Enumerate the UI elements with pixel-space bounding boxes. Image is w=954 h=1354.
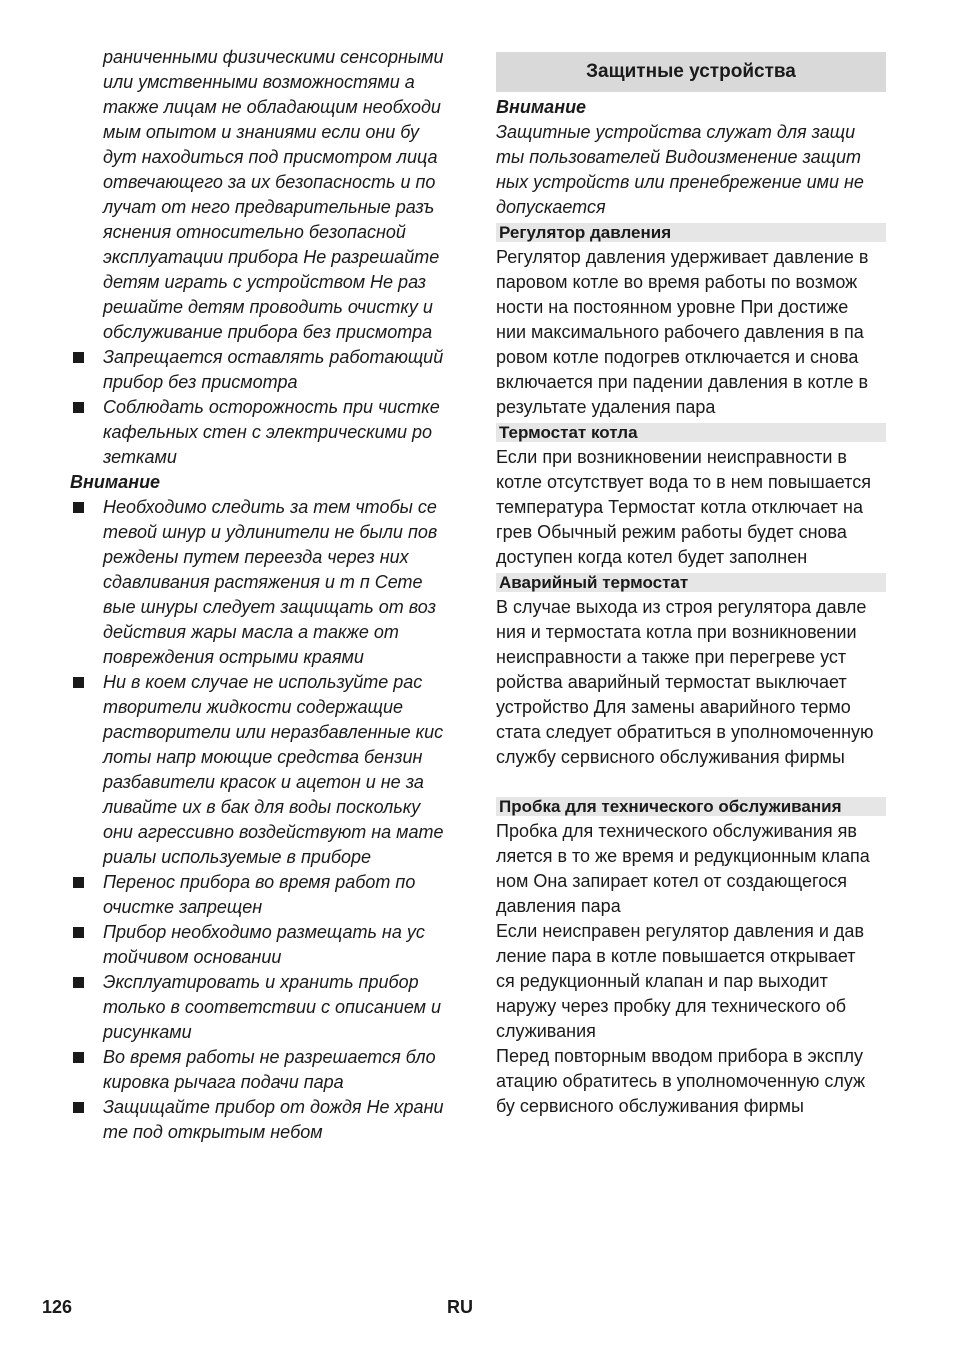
list-item-line: Ни в коем случае не используйте рас [103,672,423,692]
attention-text [496,120,886,220]
right-column [496,45,886,1119]
list-item-line: творители жидкости содержащие [103,697,403,717]
list-item-line: тойчивом основании [103,947,282,967]
list-item-line: реждены путем переезда через них [103,547,409,567]
bullet-list-a [70,345,462,470]
text-line: также лицам не обладающим необходи [103,97,441,117]
list-item-line: повреждения острыми краями [103,647,364,667]
boiler-thermostat-text [496,445,886,570]
text-line: котле отсутствует вода то в нем повышается [496,472,871,492]
text-line: детям играть с устройством Не раз [103,272,427,292]
text-line: стата следует обратиться в уполномоченную [496,722,874,742]
text-line: отвечающего за их безопасность и по [103,172,436,192]
text-line: Если неисправен регулятор давления и дав [496,921,865,941]
text-line: В случае выхода из строя регулятора давле [496,597,867,617]
text-line: температура Термостат котла отключает на [496,497,863,517]
text-line: ных устройств или пренебрежение ими не [496,172,864,192]
attention-label-left: Внимание [70,472,161,492]
list-item-line: тевой шнур и удлинители не были пов [103,522,438,542]
text-line: неисправности а также при перегреве уст [496,647,847,667]
text-line: Перед повторным вводом прибора в эксплу [496,1046,863,1066]
list-item-line: Перенос прибора во время работ по [103,872,416,892]
list-item-line: Защищайте прибор от дождя Не храни [103,1097,444,1117]
list-item-line: только в соответствии с описанием и [103,997,441,1017]
text-line: наружу через пробку для технического об [496,996,847,1016]
list-item-line: вые шнуры следует защищать от воз [103,597,436,617]
list-item-line: рисунками [103,1022,192,1042]
text-line: ровом котле подогрев отключается и снова [496,347,859,367]
list-item-line: Прибор необходимо размещать на ус [103,922,425,942]
list-item-line: Необходимо следить за тем чтобы се [103,497,437,517]
emergency-thermostat-heading: Аварийный термостат [496,573,886,592]
text-line: давления пара [496,896,621,916]
bullet-list-b [70,495,462,1145]
text-line: службу сервисного обслуживания фирмы [496,747,845,767]
list-item-line: зетками [103,447,177,467]
list-item-line: прибор без присмотра [103,372,298,392]
text-line: результате удаления пара [496,397,716,417]
text-line: атацию обратитесь в уполномоченную служ [496,1071,866,1091]
text-line: эксплуатации прибора Не разрешайте [103,247,440,267]
pressure-regulator-text [496,245,886,420]
list-item-line: кировка рычага подачи пара [103,1072,344,1092]
list-item-line: ливайте их в бак для воды поскольку [103,797,421,817]
maintenance-plug-text [496,819,886,1119]
text-line: допускается [496,197,606,217]
text-line: решайте детям проводить очистку и [103,297,433,317]
text-line: Пробка для технического обслуживания яв [496,821,857,841]
list-item [70,1045,462,1095]
text-line: ном Она запирает котел от создающегося [496,871,847,891]
intro-paragraph [70,45,462,345]
maintenance-plug-heading: Пробка для технического обслуживания [496,797,886,816]
left-column [70,45,462,1145]
text-line: ройства аварийный термостат выключает [496,672,847,692]
section-title: Защитные устройства [496,52,886,92]
list-item-line: очистке запрещен [103,897,263,917]
list-item-line: разбавители красок и ацетон и не за [103,772,424,792]
list-item-line: те под открытым небом [103,1122,323,1142]
text-line: или умственными возможностями а [103,72,415,92]
text-line: ты пользователей Видоизменение защит [496,147,861,167]
attention-label-right: Внимание [496,97,587,117]
text-line: Если при возникновении неисправности в [496,447,847,467]
list-item-line: сдавливания растяжения и т п Сете [103,572,423,592]
text-line: устройство Для замены аварийного термо [496,697,851,717]
text-line: дут находиться под присмотром лица [103,147,438,167]
list-item [70,395,462,470]
text-line: ляется в то же время и редукционным клапа [496,846,870,866]
list-item-line: растворители или неразбавленные кис [103,722,444,742]
list-item [70,670,462,870]
text-line: грев Обычный режим работы будет снова [496,522,847,542]
text-line: мым опытом и знаниями если они бу [103,122,420,142]
list-item [70,970,462,1045]
list-item-line: Соблюдать осторожность при чистке [103,397,440,417]
list-item [70,1095,462,1145]
text-line: ния и термостата котла при возникновении [496,622,857,642]
pressure-regulator-heading: Регулятор давления [496,223,886,242]
list-item [70,495,462,670]
boiler-thermostat-heading: Термостат котла [496,423,886,442]
list-item-line: кафельных стен с электрическими ро [103,422,432,442]
emergency-thermostat-text [496,595,886,770]
text-line: лучат от него предварительные разъ [103,197,435,217]
list-item-line: риалы используемые в приборе [103,847,372,867]
text-line: ся редукционный клапан и пар выходит [496,971,828,991]
text-line: паровом котле во время работы по возмож [496,272,858,292]
page-number: 126 [42,1297,73,1317]
list-item-line: Запрещается оставлять работающий [103,347,444,367]
language-code: RU [447,1297,473,1317]
text-line: Защитные устройства служат для защи [496,122,856,142]
list-item-line: Во время работы не разрешается бло [103,1047,436,1067]
list-item [70,345,462,395]
text-line: бу сервисного обслуживания фирмы [496,1096,804,1116]
text-line: раниченными физическими сенсорными [103,47,444,67]
list-item [70,920,462,970]
text-line: Регулятор давления удерживает давление в [496,247,869,267]
text-line: нии максимального рабочего давления в па [496,322,864,342]
text-line: обслуживание прибора без присмотра [103,322,433,342]
text-line: служивания [496,1021,596,1041]
list-item-line: они агрессивно воздействуют на мате [103,822,444,842]
list-item-line: Эксплуатировать и хранить прибор [103,972,419,992]
text-line: ление пара в котле повышается открывает [496,946,856,966]
text-line: доступен когда котел будет заполнен [496,547,808,567]
text-line: ности на постоянном уровне При достиже [496,297,849,317]
list-item-line: действия жары масла а также от [103,622,399,642]
list-item-line: лоты напр моющие средства бензин [103,747,423,767]
text-line: включается при падении давления в котле в [496,372,869,392]
text-line: яснения относительно безопасной [103,222,406,242]
list-item [70,870,462,920]
